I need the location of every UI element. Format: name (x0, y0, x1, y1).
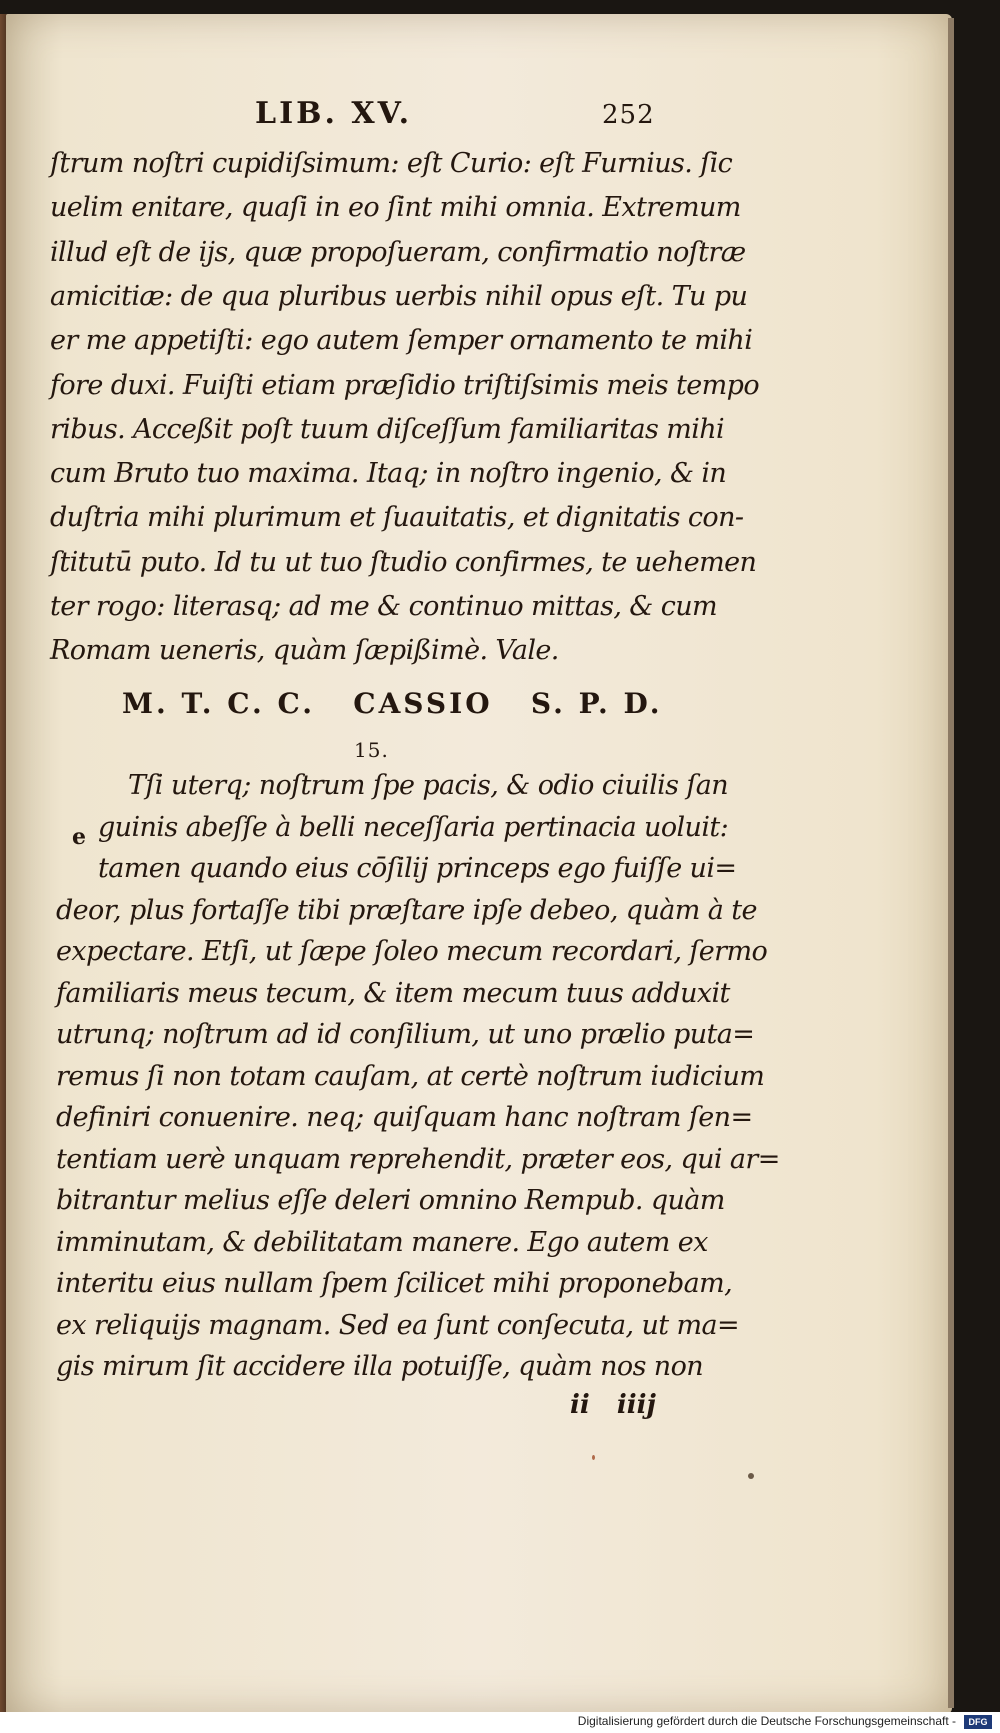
text-line: ſtrum noſtri cupidiſsimum: eſt Curio: eſt Furnius. ſic (50, 148, 733, 179)
page-number: 252 (602, 100, 655, 130)
running-head: LIB. XV. (255, 96, 413, 131)
text-line: tamen quando eius cōſilij princeps ego fuiſſe ui= (98, 853, 737, 884)
letter-heading: M. T. C. C. CASSIO S. P. D. (122, 687, 663, 720)
text-line: gis mirum ſit accidere illa potuiſſe, quàm nos non (56, 1351, 704, 1382)
signature-mark: ii iiij (570, 1390, 656, 1420)
text-line: ex reliquijs magnam. Sed ea ſunt conſecuta, ut ma= (56, 1309, 740, 1341)
page-edge (948, 18, 954, 1708)
text-line: Tſi uterq; noſtrum ſpe pacis, & odio ciuilis ſan (128, 770, 729, 801)
text-line: familiaris meus tecum, & item mecum tuus adduxit (56, 977, 730, 1009)
text-line: cum Bruto tuo maxima. Itaq; in noſtro ingenio, & in (50, 458, 727, 490)
text-line: imminutam, & debilitatam manere. Ego autem ex (56, 1226, 708, 1258)
text-line: ter rogo: literasq; ad me & continuo mittas, & cum (50, 591, 718, 622)
initial-guide-letter: e (72, 824, 89, 850)
text-line: deor, plus fortaſſe tibi præſtare ipſe debeo, quàm à te (56, 894, 757, 926)
text-line: interitu eius nullam ſpem ſcilicet mihi proponebam, (56, 1268, 733, 1299)
paper-speck (592, 1455, 595, 1460)
text-line: definiri conuenire. neq; quiſquam hanc noſtram ſen= (56, 1102, 753, 1133)
footer-credit: Digitalisierung gefördert durch die Deutsche Forschungsgemeinschaft - (577, 1714, 956, 1728)
text-line: expectare. Etſi, ut ſæpe ſoleo mecum recordari, ſermo (56, 936, 768, 967)
text-line: uelim enitare, quaſi in eo ſint mihi omnia. Extremum (50, 192, 741, 224)
text-line: duſtria mihi plurimum et ſuauitatis, et dignitatis con- (50, 502, 744, 534)
text-line: remus ſi non totam cauſam, at certè noſtrum iudicium (56, 1060, 765, 1092)
text-line: ſtitutū puto. Id tu ut tuo ſtudio confirmes, te uehemen (50, 546, 757, 578)
text-line: tentiam uerè unquam reprehendit, præter eos, qui ar= (56, 1143, 780, 1175)
text-line: ribus. Acceßit poſt tuum diſceſſum familiaritas mihi (50, 413, 725, 445)
digitization-footer (0, 1712, 1000, 1733)
text-line: guinis abeſſe à belli neceſſaria pertinacia uoluit: (98, 811, 729, 843)
text-line: Romam ueneris, quàm ſæpißimè. Vale. (50, 635, 559, 667)
text-line: amicitiæ: de qua pluribus uerbis nihil opus eſt. Tu pu (50, 280, 748, 312)
text-line: fore duxi. Fuiſti etiam præſidio triſtiſsimis meis tempo (50, 369, 759, 401)
text-line: illud eſt de ijs, quæ propoſueram, confirmatio noſtræ (50, 236, 746, 268)
letter-number: 15. (354, 738, 389, 762)
dfg-logo: DFG (964, 1715, 992, 1729)
text-line: utrunq; noſtrum ad id conſilium, ut uno prælio puta= (56, 1019, 755, 1050)
paper-speck (748, 1473, 754, 1479)
text-line: er me appetiſti: ego autem ſemper ornamento te mihi (50, 325, 753, 357)
text-line: bitrantur melius eſſe deleri omnino Rempub. quàm (56, 1185, 725, 1216)
